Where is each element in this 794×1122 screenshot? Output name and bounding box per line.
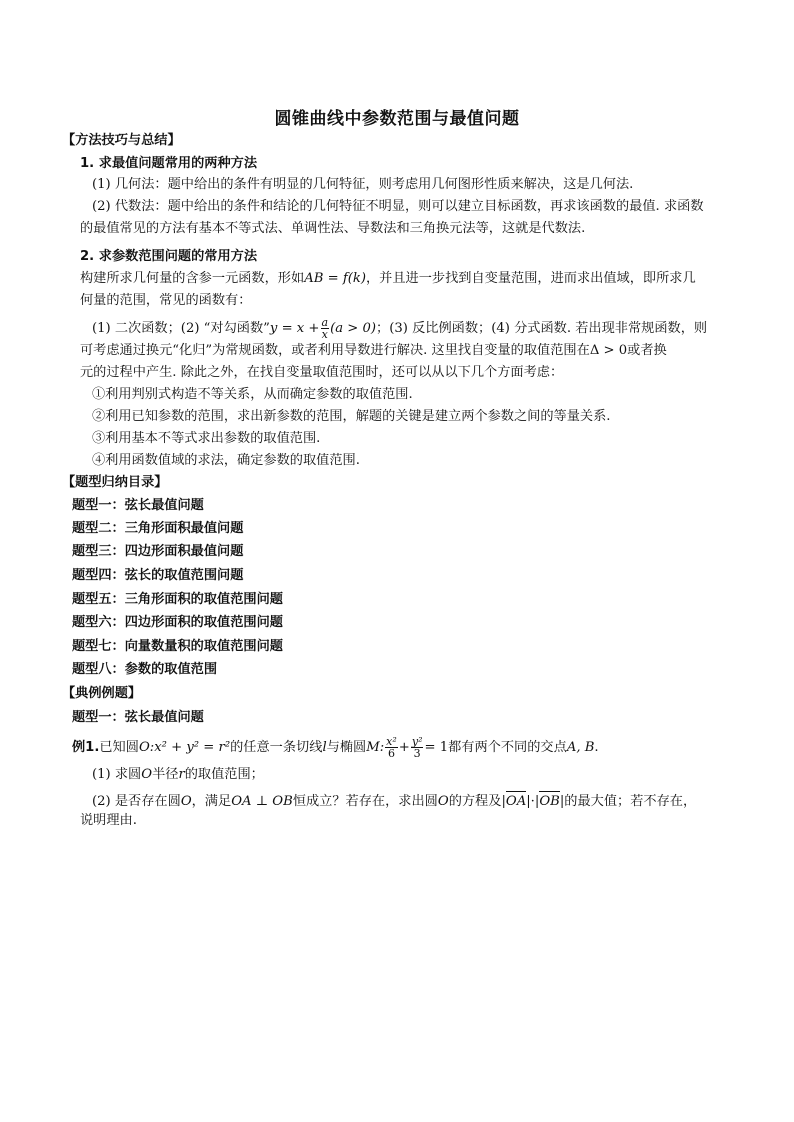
method-1-geometric: (1) 几何法：题中给出的条件有明显的几何特征，则考虑用几何图形性质来解决，这是几何法. <box>92 177 634 192</box>
math-variable: r <box>178 767 185 782</box>
method-2-para1-line2: 何量的范围，常见的函数有： <box>80 293 252 308</box>
catalog-section-header: 【题型归纳目录】 <box>62 475 168 490</box>
text: . <box>594 740 599 755</box>
text: 半径 <box>152 767 179 782</box>
text: 构建所求几何量的含参一元函数，形如 <box>80 271 305 286</box>
math-expression: A, B <box>566 740 595 755</box>
catalog-item: 题型八：参数的取值范围 <box>72 662 218 677</box>
math-variable: O <box>180 794 192 809</box>
fraction-denominator: 6 <box>387 747 395 760</box>
text: ；(3) 反比例函数；(4) 分式函数. 若出现非常规函数，则 <box>376 321 708 336</box>
math-expression: Δ > 0 <box>589 343 628 358</box>
fraction-numerator: y² <box>411 735 423 748</box>
methods-section-header: 【方法技巧与总结】 <box>62 133 181 148</box>
math-variable: l <box>322 740 327 755</box>
math-expression: (a > 0) <box>330 321 377 336</box>
catalog-item: 题型四：弦长的取值范围问题 <box>72 568 244 583</box>
fraction-denominator: 3 <box>413 747 421 760</box>
fraction <box>321 317 330 340</box>
example-1-part-2 <box>92 790 696 811</box>
fraction-numerator: a <box>321 316 329 329</box>
math-expression: AB = f(k) <box>304 271 366 286</box>
example-1-question <box>72 736 599 759</box>
method-2-item-1: ①利用判别式构造不等关系，从而确定参数的取值范围. <box>92 387 413 402</box>
fraction <box>385 736 398 759</box>
example-1-part-1 <box>92 766 264 784</box>
fraction-numerator: x² <box>386 735 397 748</box>
text: 的取值范围； <box>184 767 264 782</box>
text: 的最大值；若不存在， <box>564 794 697 809</box>
method-2-heading: 2. 求参数范围问题的常用方法 <box>80 249 258 264</box>
text: 恒成立？若存在，求出圆 <box>292 794 438 809</box>
text: 都有两个不同的交点 <box>448 740 567 755</box>
method-2-para2-line2 <box>80 342 667 360</box>
method-2-para1-line1 <box>80 270 696 288</box>
text: (2) 是否存在圆 <box>92 794 181 809</box>
text: 可考虑通过换元“化归”为常规函数，或者利用导数进行解决. 这里找自变量的取值范围在 <box>80 343 590 358</box>
text: 的方程及 <box>448 794 502 809</box>
math-variable: M: <box>366 740 385 755</box>
math-expression: = 1 <box>424 740 449 755</box>
math-expression: OA ⊥ OB <box>231 794 293 809</box>
text: (1) 求圆 <box>92 767 142 782</box>
vector-ob: OB <box>539 790 560 811</box>
method-2-item-2: ②利用已知参数的范围，求出新参数的范围，解题的关键是建立两个参数之间的等量关系. <box>92 409 611 424</box>
catalog-item: 题型一：弦长最值问题 <box>72 498 204 513</box>
text: (1) 二次函数；(2) “对勾函数” <box>92 321 270 336</box>
catalog-item: 题型二：三角形面积最值问题 <box>72 521 244 536</box>
math-operator: + <box>398 740 410 755</box>
example-type-heading: 题型一：弦长最值问题 <box>72 710 204 725</box>
catalog-item: 题型七：向量数量积的取值范围问题 <box>72 639 283 654</box>
text: 的任意一条切线 <box>230 740 323 755</box>
fraction <box>411 736 424 759</box>
method-1-algebraic-line2: 的最值常见的方法有基本不等式法、单调性法、导数法和三角换元法等，这就是代数法. <box>80 221 586 236</box>
math-expression: O:x² + y² = r² <box>138 740 231 755</box>
method-2-item-4: ④利用函数值域的求法，确定参数的取值范围. <box>92 453 360 468</box>
method-2-functions-line <box>92 317 707 340</box>
math-abs-product: |OA|·|OB| <box>501 794 564 809</box>
text: ，并且进一步找到自变量范围，进而求出值域，即所求几 <box>366 271 696 286</box>
method-2-item-3: ③利用基本不等式求出参数的取值范围. <box>92 431 321 446</box>
text: 或者换 <box>627 343 667 358</box>
method-1-heading: 1. 求最值问题常用的两种方法 <box>80 156 258 171</box>
catalog-item: 题型五：三角形面积的取值范围问题 <box>72 592 283 607</box>
examples-section-header: 【典例例题】 <box>62 686 142 701</box>
math-variable: O <box>141 767 153 782</box>
example-1-part-2-line2: 说明理由. <box>80 813 137 828</box>
text: 与椭圆 <box>326 740 367 755</box>
catalog-item: 题型六：四边形面积的取值范围问题 <box>72 615 283 630</box>
fraction-denominator: x <box>321 328 328 341</box>
method-1-algebraic-line1: (2) 代数法：题中给出的条件和结论的几何特征不明显，则可以建立目标函数，再求该函数的最值. 求函数 <box>92 199 704 214</box>
text: 已知圆 <box>99 740 139 755</box>
text: ，满足 <box>191 794 232 809</box>
vector-oa: OA <box>506 790 526 811</box>
math-variable: O <box>437 794 449 809</box>
catalog-item: 题型三：四边形面积最值问题 <box>72 544 244 559</box>
method-2-para2-line3: 元的过程中产生. 除此之外，在找自变量取值范围时，还可以从以下几个方面考虑： <box>80 365 564 380</box>
page-title: 圆锥曲线中参数范围与最值问题 <box>274 109 520 129</box>
math-expression: y = x + <box>269 321 320 336</box>
example-label: 例1. <box>72 740 100 755</box>
